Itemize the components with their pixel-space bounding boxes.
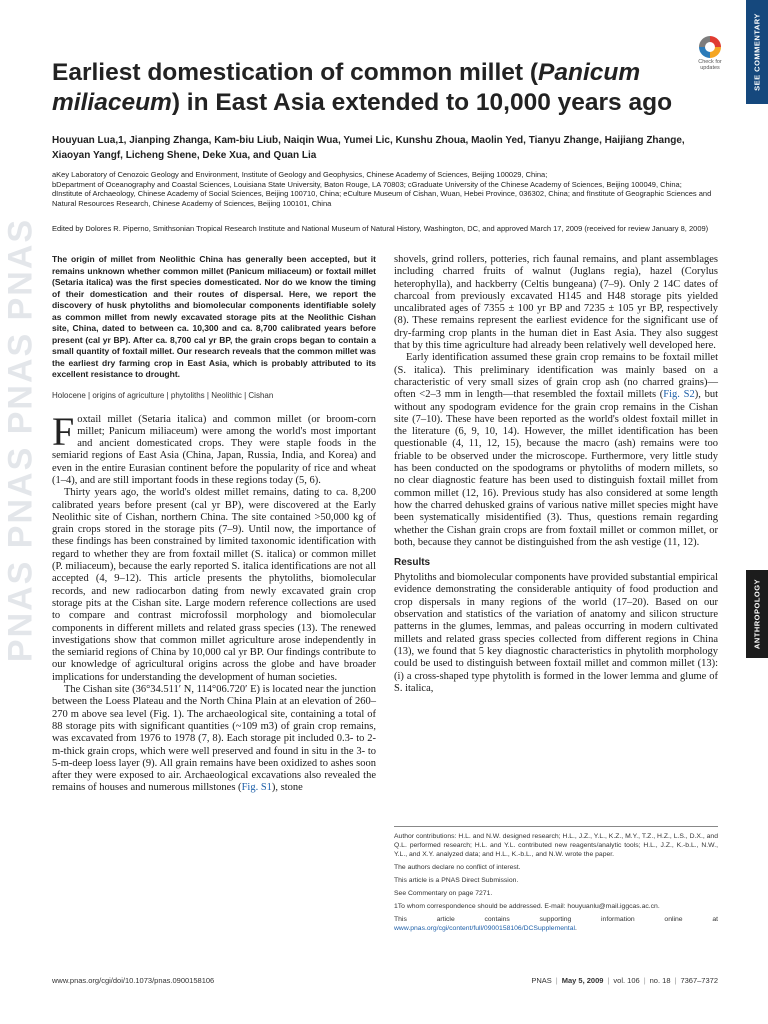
conflict-statement: The authors declare no conflict of interest. (394, 864, 521, 871)
article-body-left (52, 408, 376, 795)
commentary-note: See Commentary on page 7271. (394, 890, 493, 897)
footer-issue: no. 18 (649, 976, 671, 985)
check-updates-label: Check for updates (698, 59, 722, 71)
supporting-info-note: This article contains supporting information online at www.pnas.org/cgi/content/full/0900158106/DCSupplemental. (394, 916, 718, 932)
supplemental-link[interactable]: www.pnas.org/cgi/content/full/0900158106/DCSupplemental (394, 925, 575, 932)
affiliations (52, 170, 712, 208)
keywords: Holocene | origins of agriculture | phytoliths | Neolithic | Cishan (52, 390, 274, 400)
check-updates-icon (699, 36, 721, 58)
paragraph-cishan-history: Thirty years ago, the world's oldest millet remains, dating to ca. 8,200 calibrated years before present (cal yr BP), were discovered at the Early Neolithic site of Cishan, northern China. The site contained >50,000 kg of grain crops stored in the storage pits (7–9). Until now, the importance of these findings has been constrained by limited taxonomic identification with regard to whether they are from foxtail millet (S. italica) or common millet (P. miliaceum), because the early reported S. italica identifications are not all accepted (4, 9–12). This article presents the phytoliths, biomolecular records, and new radiocarbon dating from newly excavated grain crop storage pits at the Cishan site. Large modern reference collections are used to compare and contrast microfossil morphology and biomolecular components in different millets and related grass species (13). The renewed investigations show that common millet agriculture arose independently in the semiarid regions of China by 10,000 cal yr BP. Our findings contribute to our knowledge of agricultural origins across the globe and have broader implications for understanding the development of human societies. (52, 487, 376, 683)
paragraph-remains: shovels, grind rollers, potteries, rich faunal remains, and plant assemblages including charred fruits of walnut (Juglans regia), hazel (Corylus heterophylla), and hackberry (Celtis bungeana) (7–9). Only 2 14C dates of charcoal from previously excavated H145 and H48 storage pits yielded uncalibrated ages of 7355 ± 100 yr BP and 7235 ± 105 yr BP, respectively (8). These remains represent the earliest evidence for the significant use of dry-farming crop plants in the human diet in East Asia. They also suggest that by this time agriculture had already been relatively well developed here. (394, 254, 718, 352)
drop-cap: F (52, 408, 75, 454)
section-tab-anthropology: ANTHROPOLOGY (746, 570, 768, 658)
abstract: The origin of millet from Neolithic China has generally been accepted, but it remains unknown whether common millet (Panicum miliaceum) or foxtail millet (Setaria italica) was the first species domesticated. Nor do we know the timing of their domestication and their routes of dispersal. Here, we report the discovery of husk phytoliths and biomolecular components identifiable solely as common millet from newly excavated storage pits at the Neolithic Cishan site, China, dated to between ca. 10,300 and ca. 8,700 calibrated years before present (cal yr BP). After ca. 8,700 cal yr BP, the grain crops began to contain a small quantity of foxtail millet. Our research reveals that the common millet was the earliest dry farming crop in East Asia, which is probably attributed to its excellent resistance to drought. (52, 254, 376, 379)
article-body-right (394, 254, 718, 695)
paragraph-cishan-site: The Cishan site (36°34.511′ N, 114°06.720′ E) is located near the junction between the Loess Plateau and the North China Plain at an elevation of 260–270 m above sea level (Fig. 1). The archaeological site, containing a total of 88 storage pits with significant quantities (~109 m3) of grain crop remains, was excavated from 1976 to 1978 (7, 8). Each storage pit included 0.3- to 2-m-thick grain crops, which were well preserved and found in situ in the 3- to 5-m-deep loess layer (9). All grain remains have been oxidized to ashes soon after they were exposed to air. Archaeological excavations also revealed the remains of houses and numerous millstones (Fig. S1), stone (52, 684, 376, 794)
author-contributions: Author contributions: H.L. and N.W. designed research; H.L., J.Z., Y.L., K.Z., M.Y., T.Z., H.Z., L.S., D.X., and Q.L. performed research; H.L. and Y.L. contributed new reagents/analytic tools; H.L., J.Z., K.-b.L., N.W., Y.L., and X.Y. analyzed data; and H.L., K.-b.L., and N.W. wrote the paper. (394, 833, 718, 858)
footer-pages: 7367–7372 (680, 976, 718, 985)
submission-note: This article is a PNAS Direct Submission. (394, 877, 519, 884)
fig-s1-link[interactable]: Fig. S1 (241, 782, 272, 794)
correspondence-note: 1To whom correspondence should be addressed. E-mail: houyuanlu@mail.iggcas.ac.cn. (394, 903, 660, 910)
article-title: Earliest domestication of common millet (Panicum miliaceum) in East Asia extended to 10,000 years ago (52, 59, 673, 116)
footnotes (394, 826, 718, 937)
footer-doi[interactable]: www.pnas.org/cgi/doi/10.1073/pnas.0900158106 (52, 976, 215, 985)
affiliation-b-f: bDepartment of Oceanography and Coastal Sciences, Louisiana State University, Baton Rouge, LA 70803; cGraduate University of the Chinese Academy of Sciences, Beijing 100049, China; dInstitute of Archaeology, Chinese Academy of Social Sciences, Beijing 100710, China; eCulture Museum of Cishan, Wuan, Hebei Province, 036302, China; and fInstitute of Geographic Sciences and Natural Resources Research, Chinese Academy of Sciences, Beijing 100101, China (52, 179, 712, 208)
footer-volume: vol. 106 (613, 976, 640, 985)
affiliation-a: aKey Laboratory of Cenozoic Geology and Environment, Institute of Geology and Geophysics, Chinese Academy of Sciences, Beijing 100029, China; (52, 170, 548, 179)
footer-journal: PNAS (531, 976, 552, 985)
footer-citation: PNAS | May 5, 2009 | vol. 106 | no. 18 | 7367–7372 (531, 976, 718, 985)
paragraph-identification: Early identification assumed these grain crop remains to be foxtail millet (S. italica). This preliminary identification was mainly based on a characteristic of very small sizes of grain crop ash (no charred grains)—often <2–3 mm in length—that resembled the foxtail millets (Fig. S2), but without any spodogram evidence for the grain crop remains in the Cishan site (7–10). These have been reported as the world's oldest foxtail millet in the literature (6, 9, 10, 14). However, the millet identification has been questionable (4, 11, 12, 15), because the macro (ash) remains were too friable to be observed under the microscope. Furthermore, very little study has been conducted on the spodograms or phytoliths of modern millets, so no clear diagnostic feature has been used to distinguish foxtail millet from common millet (12, 16). Previous study has also considered at some length how the charred dehusked grains of various native millet species might have been systematically misidentified (3). Thus, questions remain regarding whether the Cishan grain crops are from foxtail millet or common millet, or both, because they cannot be distinguished from the ash vestige (11, 12). (394, 352, 718, 548)
results-heading: Results (394, 557, 431, 569)
fig-s2-link[interactable]: Fig. S2 (663, 389, 695, 401)
footer-date: May 5, 2009 (561, 976, 604, 985)
journal-watermark: PNAS PNAS PNAS PNAS (1, 217, 40, 663)
see-commentary-tab[interactable]: SEE COMMENTARY (746, 0, 768, 104)
edited-by-note: Edited by Dolores R. Piperno, Smithsonian Tropical Research Institute and National Museum of Natural History, Washington, DC, and approved March 17, 2009 (received for review January 8, 2009) (52, 224, 709, 233)
author-list: Houyuan Lua,1, Jianping Zhanga, Kam-biu Liub, Naiqin Wua, Yumei Lic, Kunshu Zhoua, Maolin Yed, Tianyu Zhange, Haijiang Zhange, Xiaoyan Yangf, Licheng Shene, Deke Xua, and Quan Lia (52, 135, 685, 161)
left-column (52, 254, 376, 795)
right-column (394, 254, 718, 695)
paragraph-intro: Foxtail millet (Setaria italica) and common millet (or broom-corn millet; Panicum miliaceum) were among the world's most important and ancient domesticated crops. They were staple foods in the semiarid regions of East Asia (China, Japan, Russia, India, and Korea) and even in the entire Eurasian continent before the popularity of rice and wheat (1–4), and are still important foods in these regions today (5, 6). (52, 408, 376, 486)
paragraph-results: Phytoliths and biomolecular components have provided substantial empirical evidence demonstrating the considerable antiquity of food production and crop dispersals in many regions of the world (17–20). Based on our observation and statistics of the variation of anatomy and silicon structure patterns in the glumes, lemmas, and paleas occurring in modern cultivated millets and related grass species collected from different regions in China (13), we found that 5 key diagnostic characteristics in phytolith morphology could be used to distinguish between foxtail millet and common millet (13): (i) a cross-shaped type phytolith is formed in the lower lemma and glume of S. italica, (394, 572, 718, 694)
